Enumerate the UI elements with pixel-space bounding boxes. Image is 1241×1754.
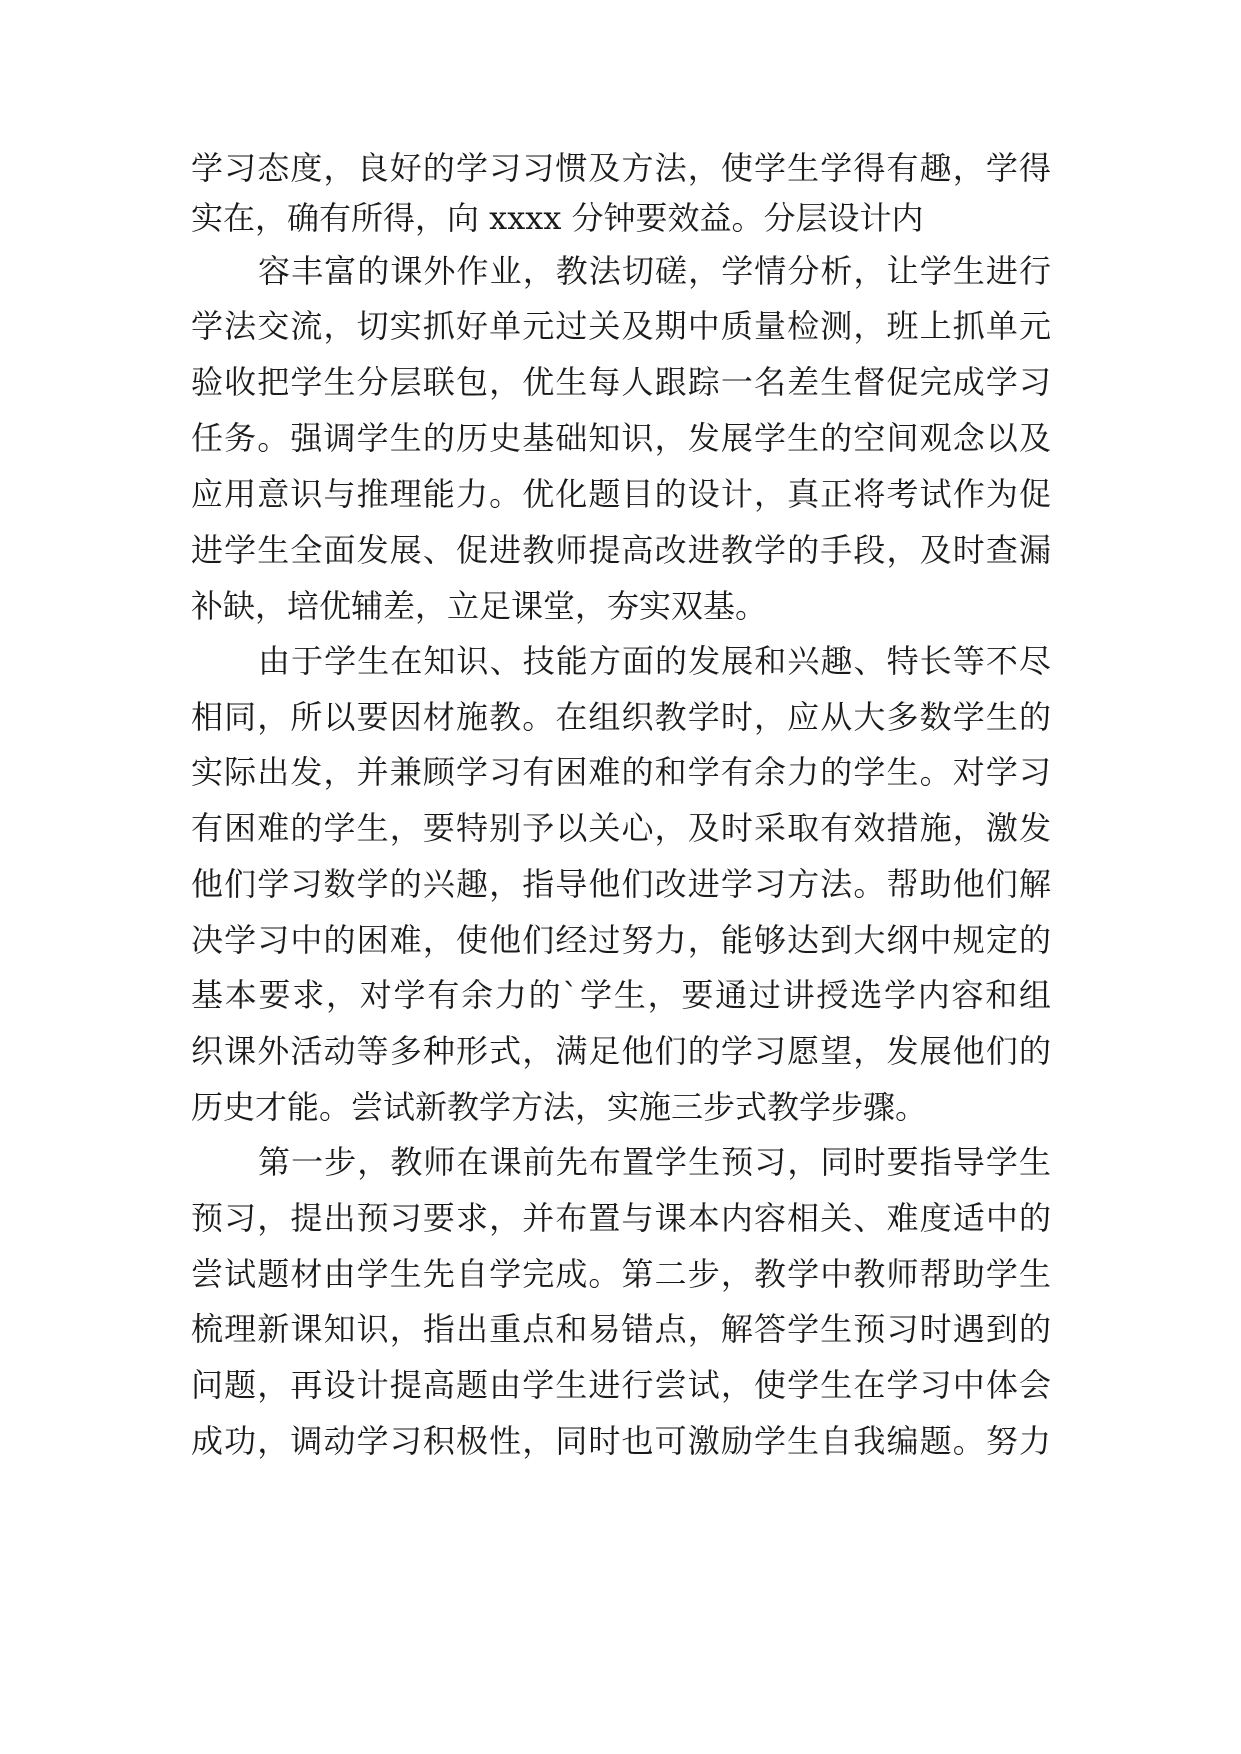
text-line: 成功，调动学习积极性，同时也可激励学生自我编题。努力 xyxy=(191,1422,1051,1460)
text-line: 相同，所以要因材施教。在组织教学时，应从大多数学生的 xyxy=(191,698,1051,736)
text-line: 梳理新课知识，指出重点和易错点，解答学生预习时遇到的 xyxy=(191,1310,1051,1348)
text-line: 由于学生在知识、技能方面的发展和兴趣、特长等不尽 xyxy=(258,642,1051,680)
text-line: 实在，确有所得，向 xxxx 分钟要效益。分层设计内 xyxy=(191,199,924,237)
text-line: 基本要求，对学有余力的`学生，要通过讲授选学内容和组 xyxy=(191,976,1051,1014)
text-line: 有困难的学生，要特别予以关心，及时采取有效措施，激发 xyxy=(191,809,1051,847)
text-line: 决学习中的困难，使他们经过努力，能够达到大纲中规定的 xyxy=(191,921,1051,959)
text-line: 第一步，教师在课前先布置学生预习，同时要指导学生 xyxy=(258,1143,1051,1181)
text-line: 他们学习数学的兴趣，指导他们改进学习方法。帮助他们解 xyxy=(191,865,1051,903)
text-line: 问题，再设计提高题由学生进行尝试，使学生在学习中体会 xyxy=(191,1366,1051,1404)
text-line: 容丰富的课外作业，教法切磋，学情分析，让学生进行 xyxy=(258,252,1051,290)
text-line: 历史才能。尝试新教学方法，实施三步式教学步骤。 xyxy=(191,1088,928,1126)
text-line: 预习，提出预习要求，并布置与课本内容相关、难度适中的 xyxy=(191,1199,1051,1237)
text-line: 尝试题材由学生先自学完成。第二步，教学中教师帮助学生 xyxy=(191,1255,1051,1293)
text-line: 实际出发，并兼顾学习有困难的和学有余力的学生。对学习 xyxy=(191,753,1051,791)
text-line: 验收把学生分层联包，优生每人跟踪一名差生督促完成学习 xyxy=(191,363,1051,401)
text-line: 进学生全面发展、促进教师提高改进教学的手段，及时查漏 xyxy=(191,531,1051,569)
text-line: 织课外活动等多种形式，满足他们的学习愿望，发展他们的 xyxy=(191,1032,1051,1070)
text-line: 任务。强调学生的历史基础知识，发展学生的空间观念以及 xyxy=(191,419,1051,457)
text-line: 学法交流，切实抓好单元过关及期中质量检测，班上抓单元 xyxy=(191,307,1051,345)
text-line: 学习态度，良好的学习习惯及方法，使学生学得有趣，学得 xyxy=(191,149,1051,187)
text-line: 补缺，培优辅差，立足课堂，夯实双基。 xyxy=(191,587,768,625)
text-line: 应用意识与推理能力。优化题目的设计，真正将考试作为促 xyxy=(191,475,1051,513)
